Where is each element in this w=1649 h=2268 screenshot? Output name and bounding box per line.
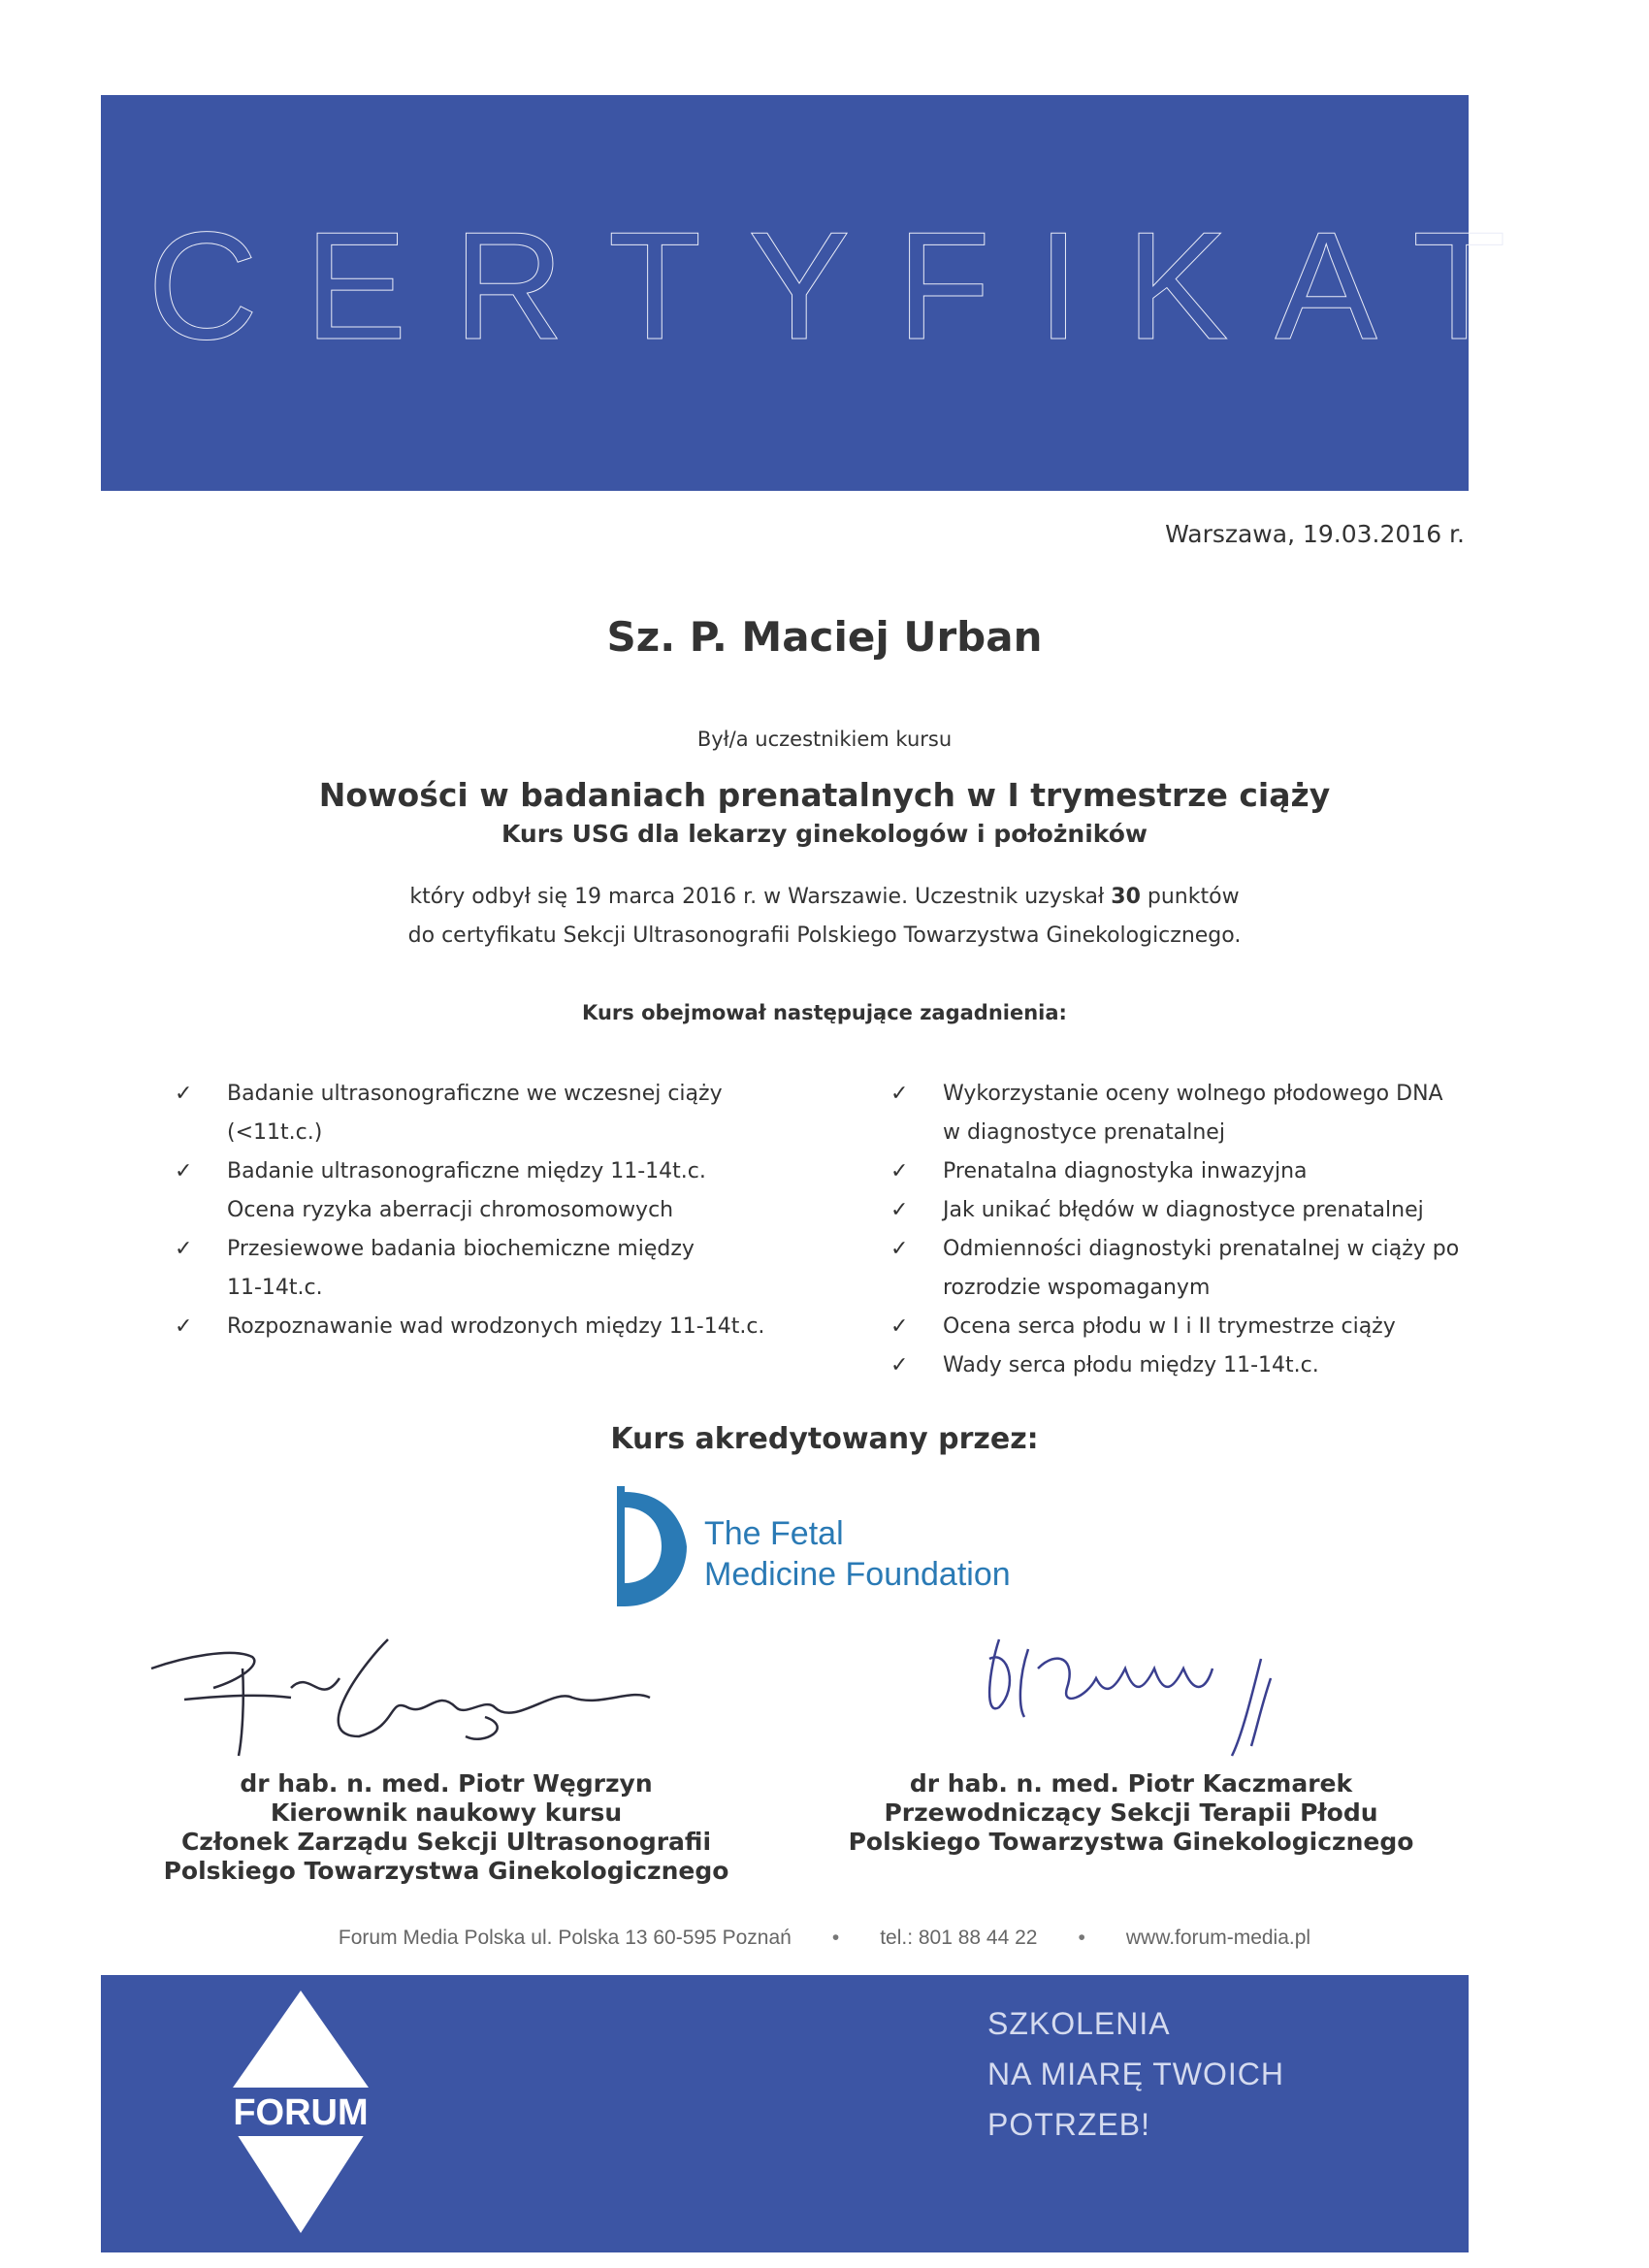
check-icon: ✓ <box>175 1237 193 1261</box>
slogan <box>987 1998 1284 2150</box>
topic-text: rozrodzie wspomaganym <box>943 1276 1211 1300</box>
check-icon: ✓ <box>890 1159 909 1183</box>
header-banner <box>101 95 1553 491</box>
topic-text: 11-14t.c. <box>227 1276 323 1300</box>
fetal-medicine-foundation-logo-icon <box>613 1486 687 1606</box>
signer-name: dr hab. n. med. Piotr Węgrzyn <box>240 1769 653 1798</box>
signer-role: Członek Zarządu Sekcji Ultrasonografii <box>180 1828 712 1856</box>
course-description-line2: do certyfikatu Sekcji Ultrasonografii Polskiego Towarzystwa Ginekologicznego. <box>407 923 1242 948</box>
signer-role: Przewodniczący Sekcji Terapii Płodu <box>884 1798 1378 1827</box>
topics-list-left <box>175 1075 795 1346</box>
course-subtitle: Kurs USG dla lekarzy ginekologów i położników <box>501 820 1148 848</box>
topic-item <box>175 1308 795 1346</box>
check-icon: ✓ <box>890 1237 909 1261</box>
recipient-name: Sz. P. Maciej Urban <box>606 613 1043 661</box>
signer-role: Polskiego Towarzystwa Ginekologicznego <box>163 1857 729 1885</box>
topic-item <box>175 1230 795 1308</box>
topic-text: Ocena ryzyka aberracji chromosomowych <box>227 1198 674 1222</box>
signer-role: Kierownik naukowy kursu <box>270 1798 623 1827</box>
separator-dot: • <box>831 1927 840 1949</box>
topic-text: Wykorzystanie oceny wolnego płodowego DNA <box>943 1082 1443 1106</box>
check-icon: ✓ <box>175 1159 193 1183</box>
description-text: który odbył się 19 marca 2016 r. w Warszawie. Uczestnik uzyskał <box>409 885 1112 909</box>
topic-text: Prenatalna diagnostyka inwazyjna <box>943 1159 1308 1183</box>
topics-list-right <box>890 1075 1492 1385</box>
signer-role: Polskiego Towarzystwa Ginekologicznego <box>848 1828 1414 1856</box>
slogan-line: SZKOLENIA <box>987 2006 1171 2041</box>
check-icon: ✓ <box>890 1353 909 1377</box>
forum-logo-text: FORUM <box>233 2092 369 2133</box>
topic-text: Ocena serca płodu w I i II trymestrze ciąży <box>943 1314 1396 1339</box>
separator-dot: • <box>1078 1927 1085 1949</box>
company-website: www.forum-media.pl <box>1125 1927 1311 1949</box>
logo-text-line: Medicine Foundation <box>704 1556 1011 1593</box>
certificate-title: CERTYFIKAT <box>147 201 1553 372</box>
topic-text: Badanie ultrasonograficzne między 11-14t.c. <box>227 1159 706 1183</box>
issue-date: Warszawa, 19.03.2016 r. <box>1165 520 1465 548</box>
points-value: 30 <box>1111 885 1141 909</box>
topics-heading: Kurs obejmował następujące zagadnienia: <box>582 1001 1067 1024</box>
fetal-medicine-foundation-logo-text <box>704 1513 1011 1595</box>
topic-item <box>890 1152 1492 1191</box>
topic-text: Jak unikać błędów w diagnostyce prenatalnej <box>943 1198 1424 1222</box>
signature-right-icon <box>970 1630 1319 1766</box>
check-icon: ✓ <box>890 1082 909 1106</box>
topic-item <box>890 1230 1492 1308</box>
accreditation-heading: Kurs akredytowany przez: <box>610 1422 1039 1456</box>
topic-item <box>175 1075 795 1152</box>
signer-left <box>146 1769 747 1886</box>
course-title: Nowości w badaniach prenatalnych w I trymestrze ciąży <box>318 776 1331 814</box>
logo-text-line: The Fetal <box>704 1515 844 1552</box>
description-text: punktów <box>1140 885 1240 909</box>
topic-item <box>890 1191 1492 1230</box>
check-icon: ✓ <box>175 1314 193 1339</box>
topic-text: (<11t.c.) <box>227 1120 323 1145</box>
course-description-line1 <box>0 885 1649 909</box>
forum-logo-icon <box>219 1991 382 2235</box>
signer-name: dr hab. n. med. Piotr Kaczmarek <box>909 1769 1353 1798</box>
check-icon: ✓ <box>890 1314 909 1339</box>
topic-item <box>175 1152 795 1230</box>
check-icon: ✓ <box>890 1198 909 1222</box>
footer-contact <box>0 1927 1649 1950</box>
topic-text: Przesiewowe badania biochemiczne między <box>227 1237 695 1261</box>
participation-text: Był/a uczestnikiem kursu <box>696 728 953 751</box>
topic-text: Odmienności diagnostyki prenatalnej w ciąży po <box>943 1237 1460 1261</box>
topic-text: Rozpoznawanie wad wrodzonych między 11-14t.c. <box>227 1314 765 1339</box>
slogan-line: POTRZEB! <box>987 2107 1151 2142</box>
topic-item <box>890 1075 1492 1152</box>
company-phone: tel.: 801 88 44 22 <box>880 1927 1038 1949</box>
topic-text: Wady serca płodu między 11-14t.c. <box>943 1353 1319 1377</box>
signature-left-icon <box>146 1630 689 1766</box>
topic-item <box>890 1346 1492 1385</box>
topic-text: Badanie ultrasonograficzne we wczesnej ciąży <box>227 1082 723 1106</box>
signer-right <box>830 1769 1432 1857</box>
slogan-line: NA MIARĘ TWOICH <box>987 2057 1284 2091</box>
topic-item <box>890 1308 1492 1346</box>
check-icon: ✓ <box>175 1082 193 1106</box>
company-address: Forum Media Polska ul. Polska 13 60-595 Poznań <box>338 1927 792 1949</box>
topic-text: w diagnostyce prenatalnej <box>943 1120 1225 1145</box>
